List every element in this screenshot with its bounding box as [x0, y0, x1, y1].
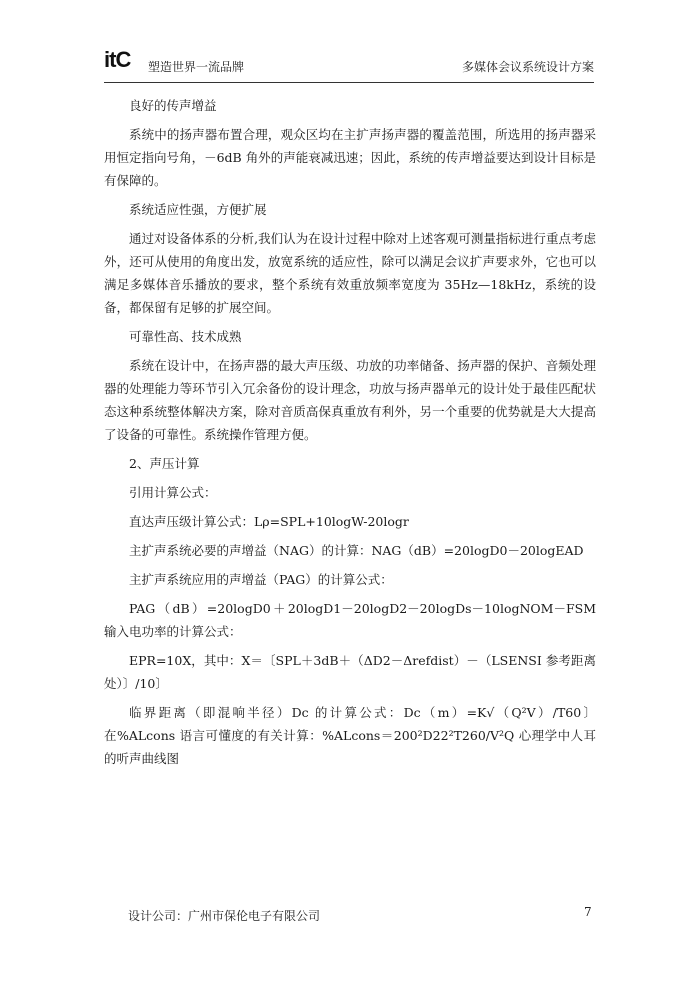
formula-intro: 引用计算公式： — [129, 485, 217, 500]
formula-direct-spl: 直达声压级计算公式：Lρ=SPL+10logW-20logr — [129, 514, 409, 529]
page-header — [104, 44, 594, 82]
header-tagline: 塑造世界一流品牌 — [148, 60, 245, 74]
formula-nag: 主扩声系统必要的声增益（NAG）的计算：NAG（dB）=20logD0－20logEAD — [129, 543, 584, 558]
subheading-gain: 良好的传声增益 — [129, 98, 217, 113]
page-number: 7 — [584, 905, 592, 919]
section-heading-spl: 2、声压计算 — [129, 456, 200, 471]
footer-company: 设计公司：广州市保伦电子有限公司 — [128, 909, 321, 923]
subheading-reliability: 可靠性高、技术成熟 — [129, 329, 242, 344]
itc-logo: itC — [104, 47, 131, 72]
formula-pag: PAG（dB）=20logD0＋20logD1－20logD2－20logDs－10logNOM－FSM 输入电功率的计算公式： — [104, 601, 596, 639]
header-divider — [104, 82, 594, 83]
formula-critical-distance: 临界距离（即混响半径）Dc 的计算公式：Dc（m）=K√（Q²V）/T60〕在%ALcons 语言可懂度的有关计算：%ALcons＝200²D22²T260/V²Q 心理学中人耳的听声曲线图 — [104, 705, 596, 766]
paragraph-reliability: 系统在设计中，在扬声器的最大声压级、功放的功率储备、扬声器的保护、音频处理器的处理能力等环节引入冗余备份的设计理念，功放与扬声器单元的设计处于最佳匹配状态这种系统整体解决方案，除对音质高保真重放有利外，另一个重要的优势就是大大提高了设备的可靠性。系统操作管理方便。 — [104, 358, 596, 442]
paragraph-gain: 系统中的扬声器布置合理，观众区均在主扩声扬声器的覆盖范围，所选用的扬声器采用恒定指向号角，－6dB 角外的声能衰减迅速；因此，系统的传声增益要达到设计目标是有保障的。 — [104, 127, 596, 188]
document-body — [104, 94, 596, 776]
formula-epr: EPR=10X，其中：X＝〔SPL＋3dB＋（ΔD2－Δrefdist）－（LSENSI 参考距离处）〕/10〕 — [104, 653, 596, 691]
subheading-adaptability: 系统适应性强，方便扩展 — [129, 202, 267, 217]
formula-pag-intro: 主扩声系统应用的声增益（PAG）的计算公式： — [129, 572, 393, 587]
paragraph-adaptability: 通过对设备体系的分析,我们认为在设计过程中除对上述客观可测量指标进行重点考虑外，还可从使用的角度出发，放宽系统的适应性，除可以满足会议扩声要求外，它也可以满足多媒体音乐播放的要求，整个系统有效重放频率宽度为 35Hz—18kHz，系统的设备，都保留有足够的扩展空间。 — [104, 231, 596, 315]
document-title: 多媒体会议系统设计方案 — [461, 60, 594, 74]
